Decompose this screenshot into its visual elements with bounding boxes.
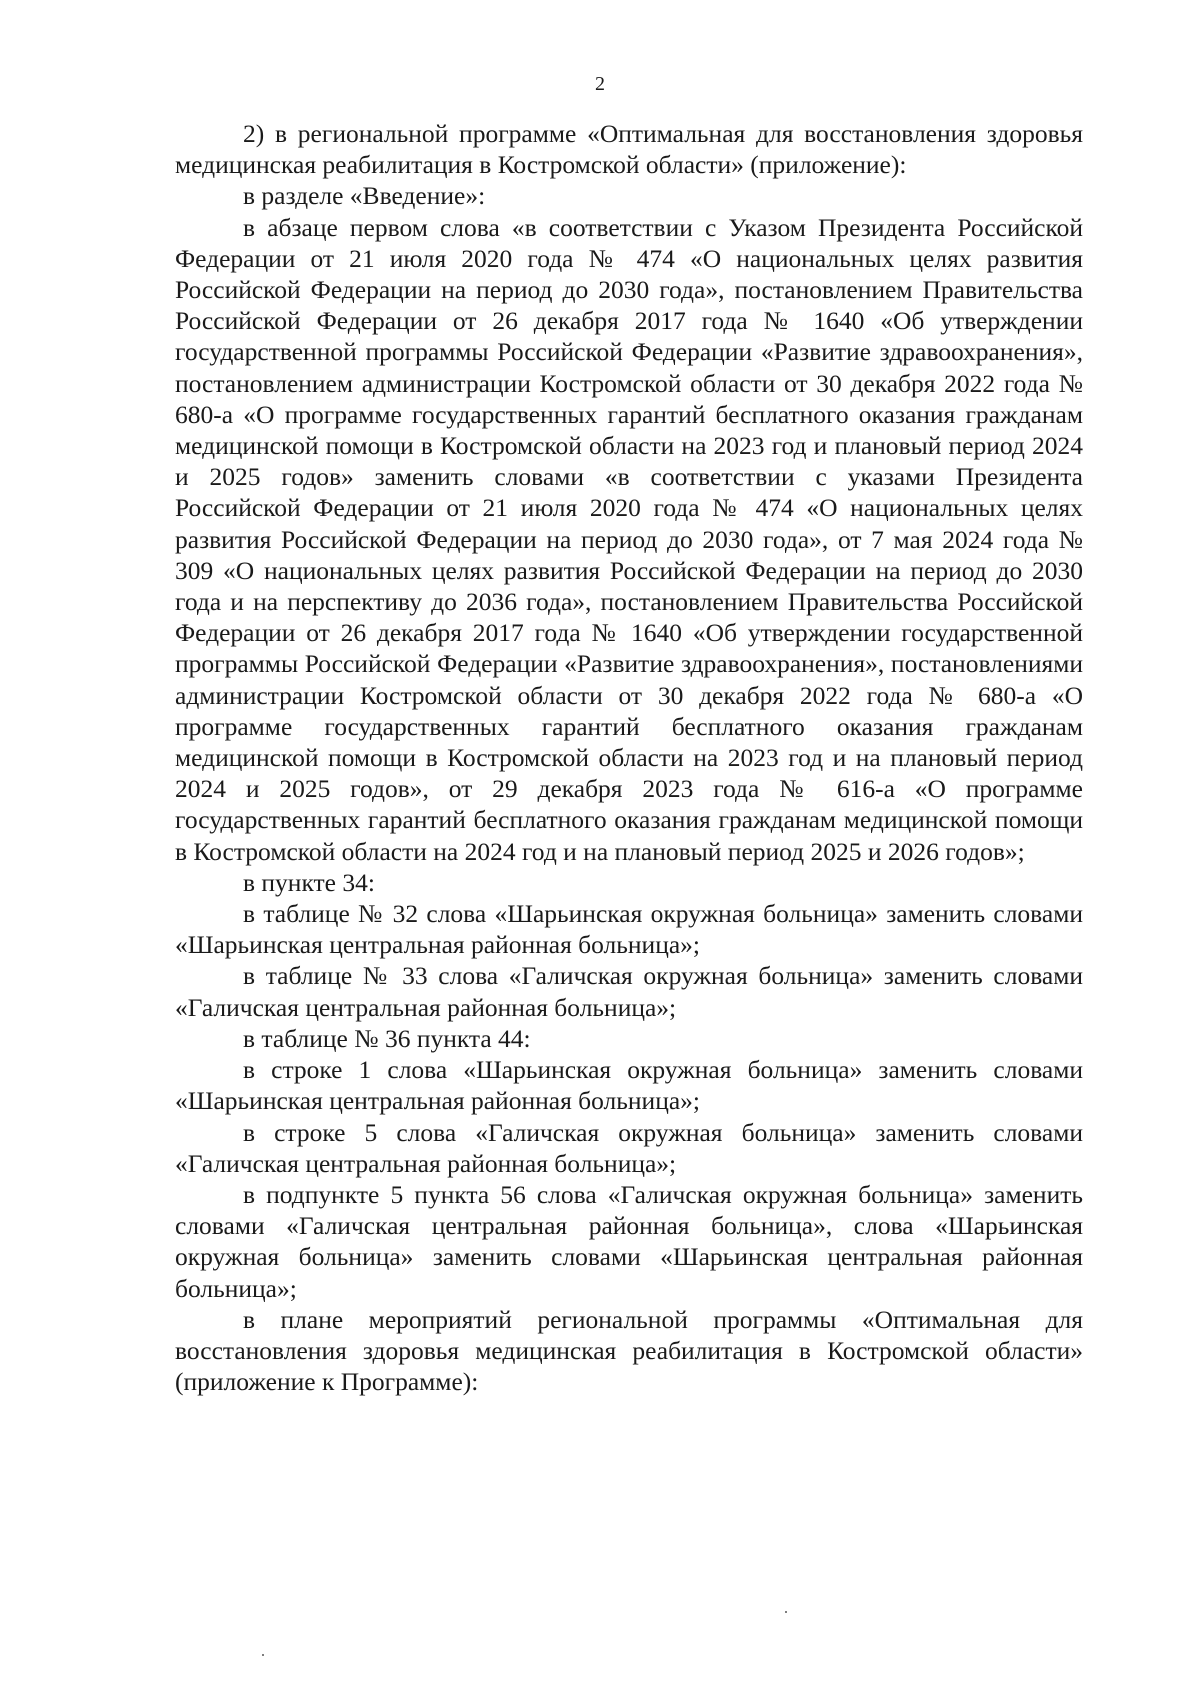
scan-speck: [785, 1611, 787, 1613]
paragraph-row-1: в строке 1 слова «Шарьинская окружная больница» заменить словами «Шарьинская центральная районная больница»;: [175, 1055, 1083, 1116]
page-number: 2: [595, 73, 605, 95]
paragraph-program-intro: 2) в региональной программе «Оптимальная для восстановления здоровья медицинская реабилитация в Костромской области» (приложение):: [175, 119, 1083, 180]
document-body: [175, 118, 1083, 1397]
scan-speck: [262, 1654, 264, 1656]
paragraph-point-34: в пункте 34:: [243, 867, 375, 897]
paragraph-first-abzac-amendment: в абзаце первом слова «в соответствии с Указом Президента Российской Федерации от 21 июля 2020 года № 474 «О национальных целях развития Российской Федерации на период до 2030 года», постановлением Правительства Российской Федерации от 26 декабря 2017 года № 1640 «Об утверждении государственной программы Российской Федерации «Развитие здравоохранения», постановлением администрации Костромской области от 30 декабря 2022 года № 680-а «О программе государственных гарантий бесплатного оказания гражданам медицинской помощи в Костромской области на 2023 год и плановый период 2024 и 2025 годов» заменить словами «в соответствии с указами Президента Российской Федерации от 21 июля 2020 года № 474 «О национальных целях развития Российской Федерации на период до 2030 года», от 7 мая 2024 года № 309 «О национальных целях развития Российской Федерации на период до 2030 года и на перспективу до 2036 года», постановлением Правительства Российской Федерации от 26 декабря 2017 года № 1640 «Об утверждении государственной программы Российской Федерации «Развитие здравоохранения», постановлениями администрации Костромской области от 30 декабря 2022 года № 680-а «О программе государственных гарантий бесплатного оказания гражданам медицинской помощи в Костромской области на 2023 год и на плановый период 2024 и 2025 годов», от 29 декабря 2023 года № 616-а «О программе государственных гарантий бесплатного оказания гражданам медицинской помощи в Костромской области на 2024 год и на плановый период 2025 и 2026 годов»;: [175, 212, 1083, 866]
paragraph-action-plan: в плане мероприятий региональной программы «Оптимальная для восстановления здоровья медицинская реабилитация в Костромской области» (приложение к Программе):: [175, 1304, 1083, 1397]
paragraph-table-32: в таблице № 32 слова «Шарьинская окружная больница» заменить словами «Шарьинская центральная районная больница»;: [175, 899, 1083, 960]
paragraph-row-5: в строке 5 слова «Галичская окружная больница» заменить словами «Галичская центральная районная больница»;: [175, 1117, 1083, 1178]
paragraph-table-36: в таблице № 36 пункта 44:: [243, 1023, 531, 1053]
paragraph-section-introduction: в разделе «Введение»:: [243, 181, 486, 211]
paragraph-subpoint-5-point-56: в подпункте 5 пункта 56 слова «Галичская окружная больница» заменить словами «Галичская центральная районная больница», слова «Шарьинская окружная больница» заменить словами «Шарьинская центральная районная больница»;: [175, 1179, 1083, 1303]
paragraph-table-33: в таблице № 33 слова «Галичская окружная больница» заменить словами «Галичская центральная районная больница»;: [175, 961, 1083, 1022]
